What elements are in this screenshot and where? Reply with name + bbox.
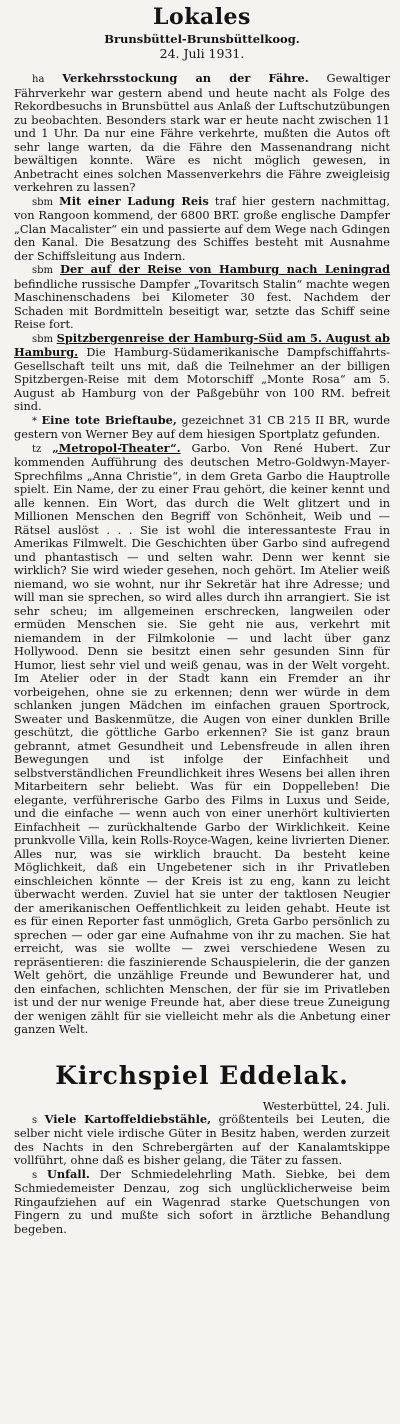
article-headline: Viele Kartoffeldiebstähle, — [44, 1111, 212, 1126]
dateline: 24. Juli 1931. — [159, 46, 245, 61]
article-marker: sbm — [32, 333, 54, 345]
section-subtitle: Brunsbüttel-Brunsbüttelkoog. — [104, 32, 300, 46]
article-headline: Spitzbergenreise der Hamburg-Süd am 5. August ab Hamburg. — [14, 330, 390, 359]
article-headline: Unfall. — [46, 1166, 90, 1181]
article-text: befindliche russische Dampfer „Tovaritsch Stalin“ machte wegen Maschinenschadens bei Kilometer 30 fest. Nachdem der Schaden mit Bordmitteln beseitigt war, setzte das Schiff seine Reise fort. — [14, 276, 390, 331]
article-text: größtenteils bei Leuten, die selber nicht viele irdische Güter in Besitz haben, werden zurzeit des Nachts in den Schrebergärten auf der Kanalamtskippe vollführt, ohne daß es bisher gelang, die Täter zu fassen. — [14, 1111, 391, 1167]
article-verkehrsstockung — [14, 72, 390, 195]
article-marker: tz — [32, 443, 42, 455]
article-marker: ha — [32, 74, 45, 85]
article-text: traf hier gestern nachmittag, von Rangoon kommend, der 6800 BRT. große englische Dampfer „Clan Macalister“ ein und passierte auf dem Wege nach Gdingen den Kanal. Die Besatzung des Schiffes besteht mit Ausnahme der Schiffsleitung aus Indern. — [14, 193, 391, 263]
article-marker: sbm — [32, 196, 54, 208]
section-title-lokales: Lokales — [153, 4, 251, 30]
article-text: Gewaltiger Fährverkehr war gestern abend und heute nacht als Folge des Rekordbesuchs in Brunsbüttel aus Anlaß der Luftschutzübungen zu beobachten. Besonders stark war er heute nacht zwischen 11 und 1 Uhr. Da nur eine Fähre verkehrte, mußten die Autos oft sehr lange warten, da die Fähre den Massenandrang nicht bewältigen konnte. Wäre es nicht möglich gewesen, in Anbetracht eines solchen Massenverkehrs die Fähre zweigleisig verkehren zu lassen? — [14, 71, 391, 194]
section-title-eddelak: Kirchspiel Eddelak. — [55, 1060, 349, 1090]
article-headline: Eine tote Brieftaube, — [41, 412, 177, 427]
article-headline: Verkehrsstockung an der Fähre. — [62, 71, 309, 85]
article-metropol-theater — [14, 442, 390, 1037]
article-text: Der Schmiedelehrling Math. Siebke, bei dem Schmiedemeister Denzau, zog sich unglücklicherweise beim Ringaufziehen auf ein Wagenrad starke Quetschungen von Fingern zu und mußte sich sofort in ärztliche Behandlung begeben. — [14, 1166, 391, 1236]
article-headline: Der auf der Reise von Hamburg nach Leningrad — [60, 262, 391, 276]
article-leningrad — [14, 263, 390, 332]
article-kartoffeldiebstaehle — [14, 1113, 390, 1168]
article-marker: s — [32, 1114, 38, 1126]
article-marker: * — [32, 415, 37, 427]
article-text: Die Hamburg-Südamerikanische Dampfschiffahrts-Gesellschaft teilt uns mit, daß die Teilnehmer an der billigen Spitzbergen-Reise mit dem Motorschiff „Monte Rosa“ am 5. August ab Hamburg von der Paßgebühr von 100 RM. befreit sind. — [14, 345, 391, 413]
article-text: gezeichnet 31 CB 215 II BR, wurde gestern von Werner Bey auf dem hiesigen Sportplatz gefunden. — [14, 412, 391, 441]
article-marker: sbm — [32, 265, 54, 276]
article-unfall — [14, 1168, 390, 1237]
article-text: Garbo. Von René Hubert. Zur kommenden Aufführung des deutschen Metro-Goldwyn-Mayer-Sprechfilms „Anna Christie“, in dem Greta Garbo die Hauptrolle spielt. Ein Name, der zu einer Frau gehört, die keiner kennt und alle kennen. Ein Wort, das durch die Welt glitzert und in Millionen Menschen den Begriff von Schönheit, Weib und — Rätsel auslöst . . . Sie ist wohl die interessanteste Frau in Amerikas Filmwelt. Die Geschichten über Garbo sind aufregend und phantastisch — und selten wahr. Denn wer kennt sie wirklich? Sie wird wieder gesehen, noch gehört. Im Atelier weiß niemand, wo sie wohnt, nur ihr Sekretär hat ihre Adresse; und will man sie sprechen, so wird alles durch ihn arrangiert. Sie ist sehr scheu; im allgemeinen erschrecken, langweilen oder ermüden Menschen sie. Sie geht nie aus, verkehrt mit niemandem in der Filmkolonie — und lacht über ganz Hollywood. Denn sie besitzt einen sehr gesunden Sinn für Humor, liest sehr viel und weiß genau, was in der Welt vorgeht. Im Atelier oder in der Stadt kann ein Fremder an ihr vorbeigehen, ohne sie zu erkennen; denn wer würde in dem schlanken jungen Mädchen im einfachen grauen Sportrock, Sweater und Baskenmütze, die Augen von einer dunklen Brille geschützt, die göttliche Garbo erkennen? Sie ist ganz braun gebrannt, atmet Gesundheit und Lebensfreude in allen ihren Bewegungen und ist infolge der Einfachheit und selbstverständlichen Freundlichkeit ihres Wesens bei allen ihren Mitarbeitern sehr beliebt. Was für ein Doppelleben! Die elegante, verführerische Garbo des Films in Luxus und Seide, und die einfache — wenn auch von einer unerhört kultivierten Einfachheit — zurückhaltende Garbo der Wirklichkeit. Keine prunkvolle Villa, kein Rolls-Royce-Wagen, keine livrierten Diener. Alles nur, was sie wirklich braucht. Da besteht keine Möglichkeit, daß ein Ungebetener sich in ihr Privatleben einschleichen könnte — der Kreis ist zu eng, kann zu leicht überwacht werden. Zuviel hat sie unter der taktlosen Neugier der amerikanischen Oeffentlichkeit zu leiden gehabt. Heute ist es für einen Reporter fast unmöglich, Greta Garbo persönlich zu sprechen — oder gar eine Aufnahme von ihr zu machen. Sie hat erreicht, was sie wollte — zwei verschiedene Wesen zu repräsentieren: die faszinierende Schauspielerin, die der ganzen Welt gehört, die unzählige Freunde und Bewunderer hat, und den einfachen, schlichten Menschen, der für sie im Privatleben ist und der nur wenige Freunde hat, aber diese treue Zuneigung der wenigen zählt für sie vielleicht mehr als die Anbetung einer ganzen Welt. — [14, 440, 390, 1036]
article-ladung-reis — [14, 195, 390, 264]
article-headline: Mit einer Ladung Reis — [59, 193, 209, 208]
article-brieftaube — [14, 414, 390, 442]
article-headline: „Metropol-Theater“. — [52, 440, 181, 455]
place-date: Westerbüttel, 24. Juli. — [262, 1098, 390, 1113]
article-marker: s — [32, 1169, 38, 1181]
article-spitzbergenreise — [14, 332, 390, 414]
